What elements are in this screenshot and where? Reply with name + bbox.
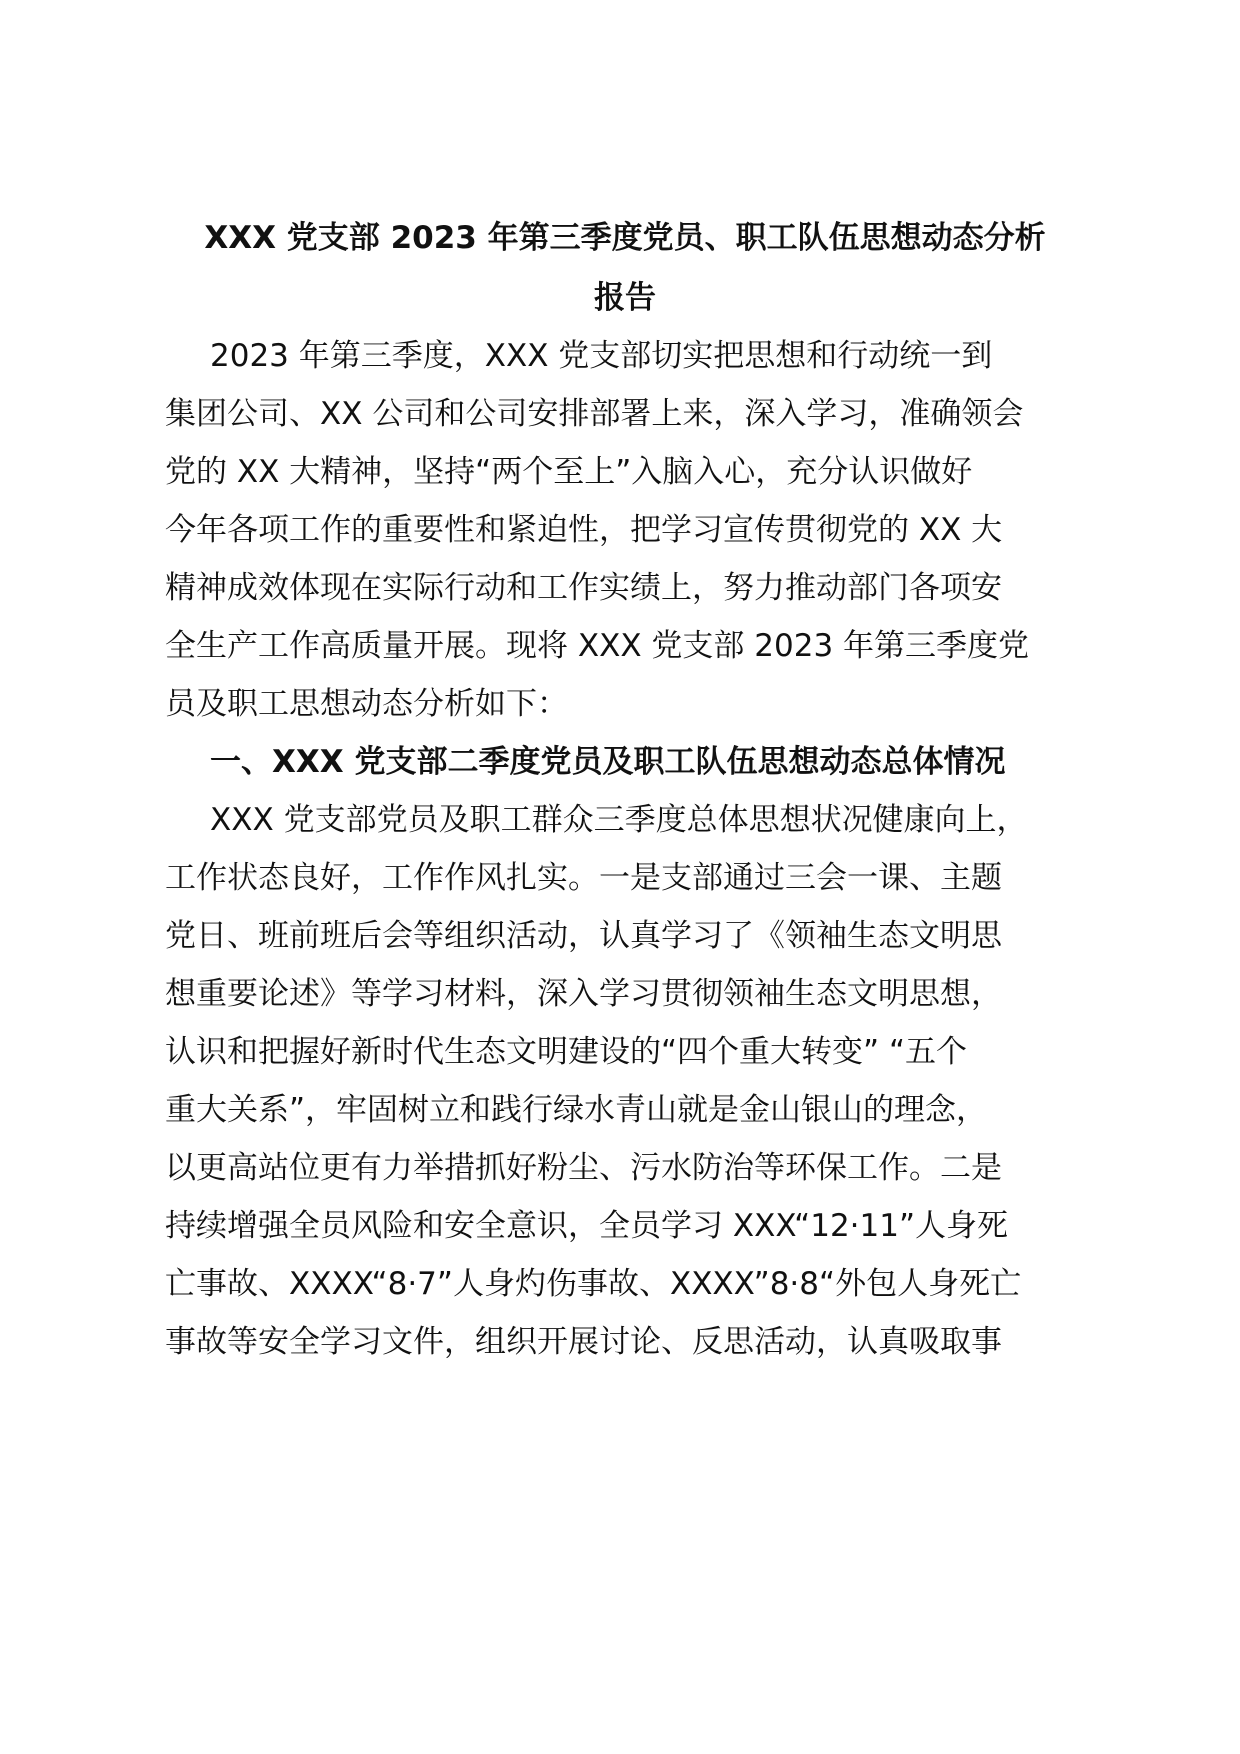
section-paragraph-line: 持续增强全员风险和安全意识，全员学习 XXX“12·11”人身死 (165, 1208, 1009, 1244)
section-paragraph-line: 党日、班前班后会等组织活动，认真学习了《领袖生态文明思 (165, 918, 1002, 954)
section-heading-1: 一、XXX 党支部二季度党员及职工队伍思想动态总体情况 (210, 744, 1006, 780)
section-paragraph-line: 以更高站位更有力举措抓好粉尘、污水防治等环保工作。二是 (165, 1150, 1002, 1186)
intro-paragraph-line: 2023 年第三季度，XXX 党支部切实把思想和行动统一到 (210, 338, 993, 374)
section-paragraph-line: 想重要论述》等学习材料，深入学习贯彻领袖生态文明思想， (165, 976, 1002, 1012)
document-title-line-1: XXX 党支部 2023 年第三季度党员、职工队伍思想动态分析 (204, 220, 1046, 256)
intro-paragraph-line: 集团公司、XX 公司和公司安排部署上来，深入学习，准确领会 (165, 396, 1024, 432)
section-paragraph-line: 工作状态良好，工作作风扎实。一是支部通过三会一课、主题 (165, 860, 1002, 896)
intro-paragraph-line: 今年各项工作的重要性和紧迫性，把学习宣传贯彻党的 XX 大 (165, 512, 1003, 548)
section-paragraph-line: XXX 党支部党员及职工群众三季度总体思想状况健康向上， (210, 802, 1028, 838)
intro-paragraph-line: 员及职工思想动态分析如下： (165, 686, 568, 722)
document-title-line-2: 报告 (594, 280, 656, 316)
section-paragraph-line: 亡事故、XXXX“8·7”人身灼伤事故、XXXX”8·8“外包人身死亡 (165, 1266, 1022, 1302)
intro-paragraph-line: 精神成效体现在实际行动和工作实绩上，努力推动部门各项安 (165, 570, 1002, 606)
intro-paragraph-line: 党的 XX 大精神，坚持“两个至上”入脑入心，充分认识做好 (165, 454, 973, 490)
intro-paragraph-line: 全生产工作高质量开展。现将 XXX 党支部 2023 年第三季度党 (165, 628, 1030, 664)
section-paragraph-line: 重大关系”，牢固树立和践行绿水青山就是金山银山的理念， (165, 1092, 988, 1128)
section-paragraph-line: 事故等安全学习文件，组织开展讨论、反思活动，认真吸取事 (165, 1324, 1002, 1360)
section-paragraph-line: 认识和把握好新时代生态文明建设的“四个重大转变” “五个 (165, 1034, 968, 1070)
